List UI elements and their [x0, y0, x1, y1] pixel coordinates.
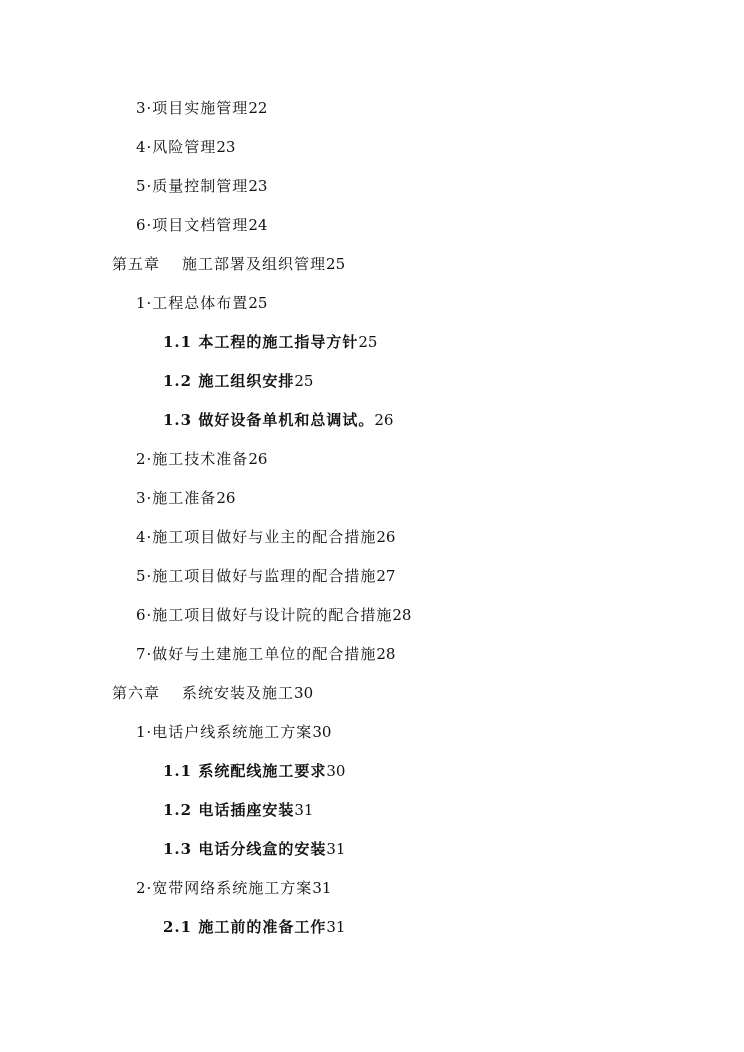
toc-page-number: 23 — [216, 138, 236, 156]
toc-entry[interactable] — [136, 642, 395, 666]
toc-chapter-entry[interactable] — [112, 252, 345, 276]
toc-entry-text: 1.3 做好设备单机和总调试。 — [163, 411, 375, 429]
toc-entry[interactable] — [136, 96, 267, 120]
toc-subentry[interactable] — [163, 837, 345, 861]
toc-page-number: 31 — [294, 801, 314, 819]
toc-entry-text: 1.2 电话插座安装 — [163, 801, 295, 819]
toc-entry-text: 施工部署及组织管理 — [182, 255, 327, 273]
toc-page-number: 31 — [326, 918, 346, 936]
toc-page-number: 31 — [312, 879, 332, 897]
toc-page-number: 26 — [374, 411, 394, 429]
toc-chapter-entry[interactable] — [112, 681, 313, 705]
toc-page-number: 31 — [326, 840, 346, 858]
toc-subentry[interactable] — [163, 915, 345, 939]
toc-page-number: 26 — [216, 489, 236, 507]
toc-entry[interactable] — [136, 525, 395, 549]
toc-chapter-number: 第五章 — [112, 255, 161, 273]
toc-entry-text: 5·质量控制管理 — [136, 177, 249, 195]
toc-entry-text: 6·项目文档管理 — [136, 216, 249, 234]
toc-page-number: 27 — [376, 567, 396, 585]
toc-page-number: 26 — [248, 450, 268, 468]
toc-entry-text: 1.3 电话分线盒的安装 — [163, 840, 327, 858]
toc-subentry[interactable] — [163, 330, 377, 354]
toc-entry[interactable] — [136, 720, 331, 744]
toc-entry-text: 1.1 本工程的施工指导方针 — [163, 333, 359, 351]
toc-page-number: 25 — [294, 372, 314, 390]
toc-entry[interactable] — [136, 174, 267, 198]
toc-entry[interactable] — [136, 291, 267, 315]
toc-page-number: 26 — [376, 528, 396, 546]
toc-entry-text: 7·做好与土建施工单位的配合措施 — [136, 645, 377, 663]
toc-page-number: 24 — [248, 216, 268, 234]
toc-page-number: 22 — [248, 99, 268, 117]
toc-entry[interactable] — [136, 603, 411, 627]
toc-entry[interactable] — [136, 135, 235, 159]
toc-entry-text: 2·宽带网络系统施工方案 — [136, 879, 313, 897]
toc-subentry[interactable] — [163, 369, 313, 393]
toc-entry-text: 1.1 系统配线施工要求 — [163, 762, 327, 780]
toc-page-number: 30 — [326, 762, 346, 780]
toc-entry[interactable] — [136, 213, 267, 237]
toc-entry-text: 系统安装及施工 — [182, 684, 295, 702]
toc-entry[interactable] — [136, 564, 395, 588]
toc-entry-text: 3·项目实施管理 — [136, 99, 249, 117]
toc-page-number: 25 — [248, 294, 268, 312]
toc-entry-text: 3·施工准备 — [136, 489, 217, 507]
toc-entry[interactable] — [136, 486, 235, 510]
toc-entry-text: 1·电话户线系统施工方案 — [136, 723, 313, 741]
toc-entry-text: 2.1 施工前的准备工作 — [163, 918, 327, 936]
toc-entry-text: 1·工程总体布置 — [136, 294, 249, 312]
toc-entry-text: 6·施工项目做好与设计院的配合措施 — [136, 606, 393, 624]
toc-entry-text: 4·施工项目做好与业主的配合措施 — [136, 528, 377, 546]
toc-page-number: 25 — [326, 255, 346, 273]
toc-subentry[interactable] — [163, 798, 313, 822]
toc-entry-text: 5·施工项目做好与监理的配合措施 — [136, 567, 377, 585]
toc-page-number: 28 — [392, 606, 412, 624]
toc-subentry[interactable] — [163, 759, 345, 783]
toc-entry[interactable] — [136, 876, 331, 900]
toc-page-number: 30 — [294, 684, 314, 702]
toc-page-number: 30 — [312, 723, 332, 741]
toc-entry-text: 2·施工技术准备 — [136, 450, 249, 468]
toc-entry[interactable] — [136, 447, 267, 471]
toc-entry-text: 1.2 施工组织安排 — [163, 372, 295, 390]
toc-entry-text: 4·风险管理 — [136, 138, 217, 156]
toc-page-number: 25 — [358, 333, 378, 351]
toc-chapter-number: 第六章 — [112, 684, 161, 702]
toc-page-number: 23 — [248, 177, 268, 195]
toc-page-number: 28 — [376, 645, 396, 663]
toc-subentry[interactable] — [163, 408, 393, 432]
